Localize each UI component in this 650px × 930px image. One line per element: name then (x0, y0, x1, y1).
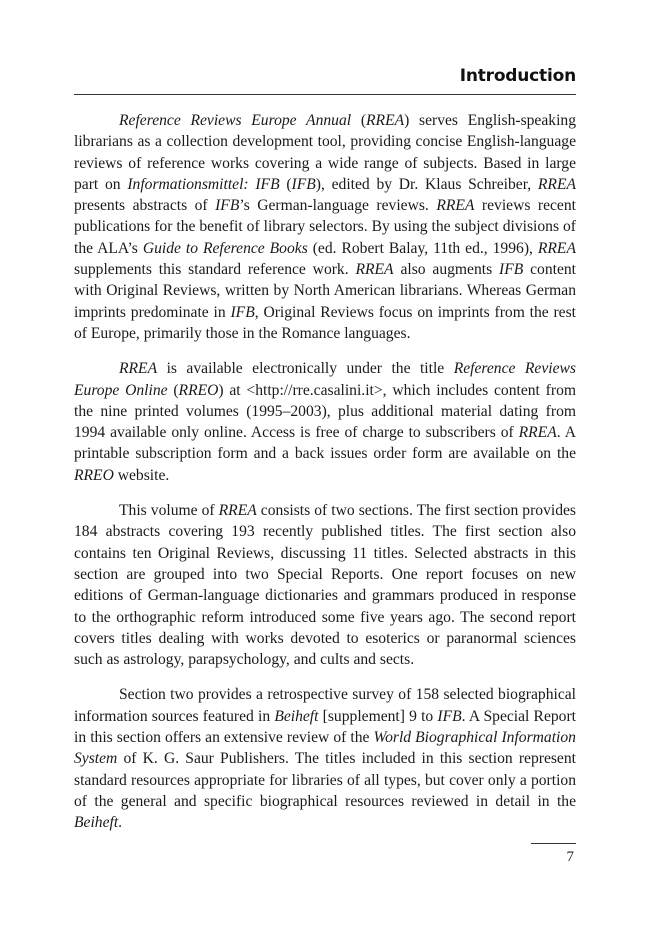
text-run: . A printable subscription form and a back issues order form are available on the (74, 424, 576, 463)
text-run: of K. G. Saur Publishers. The titles included in this section represent standard resources appropriate for libraries of all types, but cover only a portion of the general and specific biographical resources reviewed in detail in the (74, 750, 576, 810)
text-run: . (118, 814, 123, 832)
italic-text-run: IFB (437, 707, 462, 725)
text-run: ) serves English-speaking librarians as a collection development tool, providing concise English-language reviews of reference works covering a wide range of subjects. Based in large part on (74, 112, 576, 193)
italic-text-run: RREA (518, 424, 557, 442)
italic-text-run: RREA (355, 261, 394, 279)
text-run: website. (113, 466, 170, 484)
text-run: consists of two sections. The first section provides 184 abstracts covering 193 recently published titles. The first section also contains ten Original Reviews, discussing 11 titles. Selected abstracts in this section are grouped into two Special Reports. One report focuses on new editions of German-language dictionaries and grammars produced in response to the orthographic reform introduced some five years ago. The second report covers titles dealing with works devoted to esoterics or paranormal sciences such as astrology, parapsychology, and cults and sects. (74, 502, 576, 669)
italic-text-run: RREA (366, 112, 405, 129)
italic-text-run: Informationsmittel: IFB (127, 175, 280, 193)
paragraph-3 (74, 500, 576, 670)
text-run: ) at <http://rre.casalini.it>, which includes content from the nine printed volumes (1995–2003), plus additional material dating from 1994 available only online. Access is free of charge to subscribers of (74, 381, 576, 442)
text-run: ’s German-language reviews. (239, 197, 437, 215)
text-run: (ed. Robert Balay, 11th ed., 1996), (307, 239, 538, 257)
italic-text-run: IFB (291, 175, 316, 193)
italic-text-run: Guide to Reference Books (142, 239, 308, 257)
text-run: Section two provides a retrospective survey of 158 selected biographical information sources featured in (74, 686, 576, 725)
page-number: 7 (566, 849, 574, 865)
paragraph-1 (74, 110, 576, 344)
italic-text-run: RREO (178, 381, 219, 399)
italic-text-run: Reference Reviews Europe Online (74, 360, 576, 399)
text-run: , Original Reviews focus on imprints from the rest of Europe, primarily those in the Romance languages. (74, 303, 577, 342)
footer-divider (531, 843, 576, 844)
italic-text-run: Beiheft (74, 814, 119, 832)
italic-text-run: RREA (218, 502, 257, 520)
italic-text-run: IFB (215, 197, 240, 215)
text-run: is available electronically under the title (157, 360, 454, 378)
text-run: This volume of (119, 502, 219, 520)
text-run: ( (351, 112, 367, 129)
italic-text-run: RREA (537, 239, 576, 257)
italic-text-run: RREO (74, 466, 114, 484)
italic-text-run: IFB (230, 303, 255, 321)
paragraph-4 (74, 684, 576, 833)
italic-text-run: RREA (119, 360, 158, 378)
text-run: ( (167, 381, 179, 399)
paragraph-2 (74, 358, 576, 486)
text-run: also augments (393, 261, 500, 279)
text-run: presents abstracts of (74, 197, 216, 215)
italic-text-run: RREA (436, 197, 475, 215)
text-run: supplements this standard reference work. (74, 261, 356, 279)
running-header-title: Introduction (459, 66, 576, 86)
body-text (74, 110, 576, 834)
text-run: ), edited by Dr. Klaus Schreiber, (315, 175, 538, 193)
text-run: ( (279, 175, 292, 193)
italic-text-run: IFB (499, 261, 524, 279)
header-divider (74, 94, 576, 95)
italic-text-run: Beiheft (274, 707, 319, 725)
italic-text-run: RREA (537, 175, 577, 193)
italic-text-run: Reference Reviews Europe Annual (119, 112, 352, 129)
text-run: content with Original Reviews, written by North American librarians. Whereas German imprints predominate in (74, 261, 577, 321)
text-run: reviews recent publications for the benefit of library selectors. By using the subject divisions of the ALA’s (74, 197, 576, 257)
text-run: . A Special Report in this section offers an extensive review of the (74, 707, 576, 747)
italic-text-run: World Biographical Information System (74, 729, 576, 768)
text-run: [supplement] 9 to (318, 707, 438, 725)
